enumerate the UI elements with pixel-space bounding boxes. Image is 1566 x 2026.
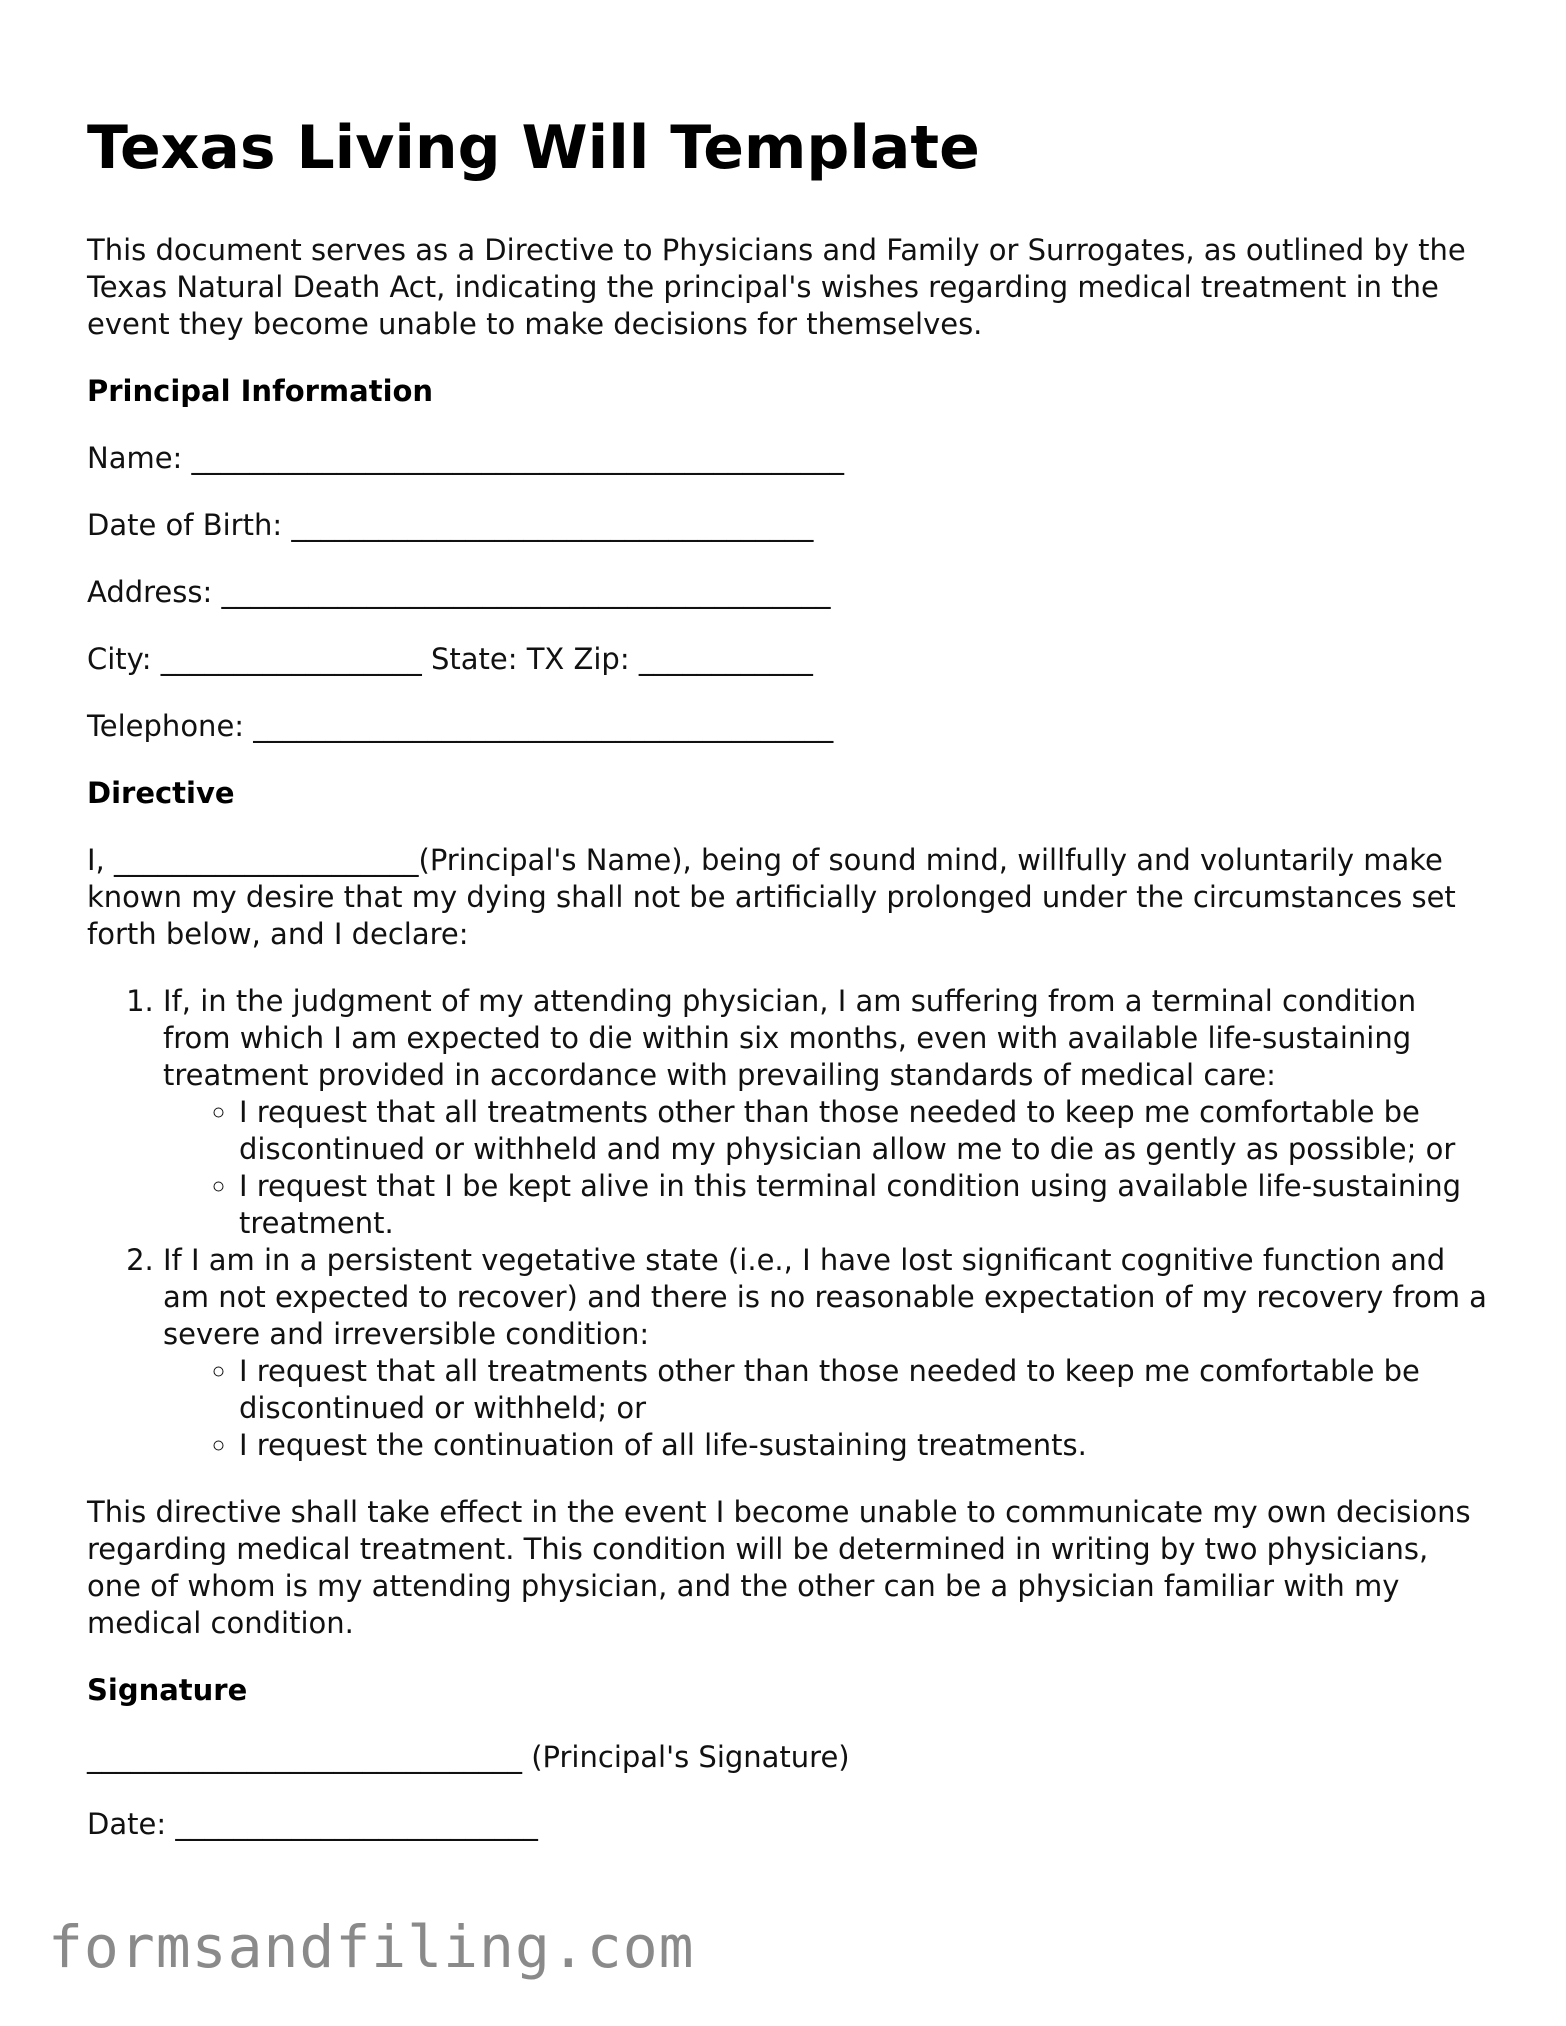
telephone-label: Telephone:	[87, 709, 245, 743]
zip-label: Zip:	[573, 642, 630, 676]
directive-intro	[87, 842, 1487, 953]
signature-label: (Principal's Signature)	[531, 1740, 850, 1774]
date-field[interactable]	[87, 1806, 1487, 1843]
directive-heading: Directive	[87, 776, 235, 810]
name-field[interactable]	[87, 440, 1487, 477]
directive-item-terminal	[163, 983, 1487, 1242]
directive-list	[87, 983, 1487, 1464]
address-blank[interactable]: __________________________________________	[221, 575, 831, 609]
directive-option[interactable]: ◦ I request that I be kept alive in this terminal condition using available life-sustaining treatment.	[239, 1168, 1487, 1242]
directive-option[interactable]: ◦ I request the continuation of all life-sustaining treatments.	[239, 1427, 1487, 1464]
document-page	[87, 108, 1487, 1873]
signature-heading: Signature	[87, 1673, 248, 1707]
date-blank[interactable]: _________________________	[175, 1807, 538, 1841]
page-title: Texas Living Will Template	[87, 113, 980, 183]
directive-intro-prefix: I,	[87, 843, 105, 877]
signature-blank[interactable]: ______________________________	[87, 1740, 522, 1774]
date-label: Date:	[87, 1807, 167, 1841]
principal-info-heading: Principal Information	[87, 374, 434, 408]
directive-option[interactable]: ◦ I request that all treatments other than those needed to keep me comfortable be discontinued or withheld; or	[239, 1353, 1487, 1427]
directive-option[interactable]: ◦ I request that all treatments other than those needed to keep me comfortable be discontinued or withheld and my physician allow me to die as gently as possible; or	[239, 1094, 1487, 1168]
zip-blank[interactable]: ____________	[638, 642, 813, 676]
name-blank[interactable]: _____________________________________________	[191, 441, 845, 475]
address-label: Address:	[87, 575, 213, 609]
directive-item-vegetative	[163, 1242, 1487, 1464]
telephone-field[interactable]	[87, 708, 1487, 745]
dob-label: Date of Birth:	[87, 508, 283, 542]
dob-blank[interactable]: ____________________________________	[291, 508, 814, 542]
signature-field[interactable]	[87, 1739, 1487, 1776]
directive-item-text: If I am in a persistent vegetative state (i.e., I have lost significant cognitive function and am not expected to recover) and there is no reasonable expectation of my recovery from a severe and irreversible condition:	[163, 1243, 1487, 1351]
city-state-zip-field[interactable]	[87, 641, 1487, 678]
directive-options	[163, 1094, 1487, 1242]
state-label: State: TX	[430, 642, 565, 676]
name-label: Name:	[87, 441, 183, 475]
directive-closing: This directive shall take effect in the event I become unable to communicate my own decisions regarding medical treatment. This condition will be determined in writing by two physicians, one of whom is my attending physician, and the other can be a physician familiar with my medical condition.	[87, 1495, 1471, 1640]
directive-options	[163, 1353, 1487, 1464]
directive-intro-text: (Principal's Name), being of sound mind, willfully and voluntarily make known my desire that my dying shall not be artificially prolonged under the circumstances set forth below, and I declare:	[87, 843, 1456, 951]
intro-paragraph: This document serves as a Directive to Physicians and Family or Surrogates, as outlined by the Texas Natural Death Act, indicating the principal's wishes regarding medical treatment in the event they become unable to make decisions for themselves.	[87, 233, 1466, 341]
telephone-blank[interactable]: ________________________________________	[253, 709, 834, 743]
watermark: formsandfiling.com	[48, 1913, 695, 1981]
dob-field[interactable]	[87, 507, 1487, 544]
principal-name-blank[interactable]: _____________________	[114, 843, 419, 877]
directive-item-text: If, in the judgment of my attending physician, I am suffering from a terminal condition from which I am expected to die within six months, even with available life-sustaining treatment provided in accordance with prevailing standards of medical care:	[163, 984, 1417, 1092]
address-field[interactable]	[87, 574, 1487, 611]
city-label: City:	[87, 642, 152, 676]
city-blank[interactable]: __________________	[160, 642, 422, 676]
